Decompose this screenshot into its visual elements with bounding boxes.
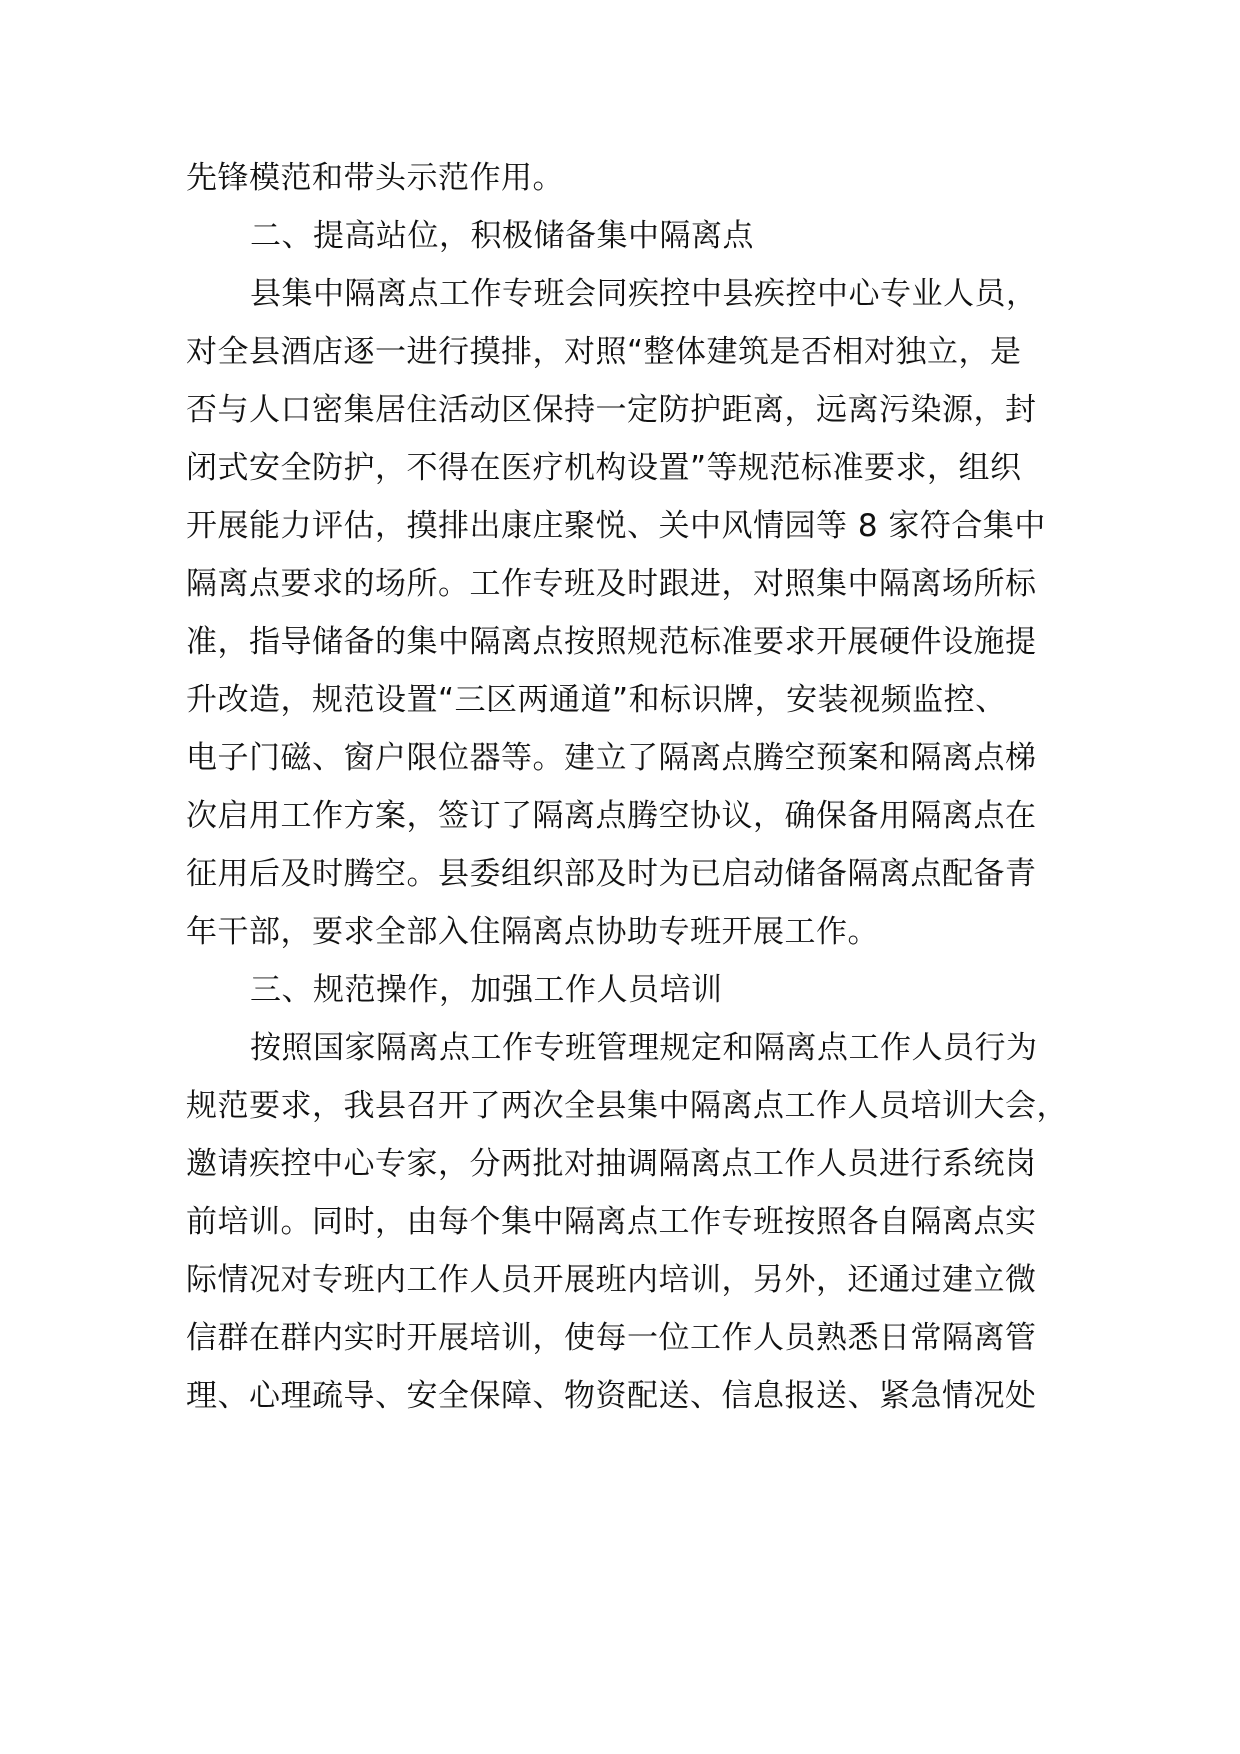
paragraph-line: 闭式安全防护，不得在医疗机构设置”等规范标准要求，组织 xyxy=(186,450,1022,486)
paragraph-line: 理、心理疏导、安全保障、物资配送、信息报送、紧急情况处 xyxy=(186,1378,1037,1414)
paragraph-line: 县集中隔离点工作专班会同疾控中县疾控中心专业人员， xyxy=(250,276,1038,312)
paragraph-line: 电子门磁、窗户限位器等。建立了隔离点腾空预案和隔离点梯 xyxy=(186,740,1037,776)
section-heading: 三、规范操作，加强工作人员培训 xyxy=(250,972,723,1008)
paragraph-line: 年干部，要求全部入住隔离点协助专班开展工作。 xyxy=(186,914,879,950)
paragraph-line: 开展能力评估，摸排出康庄聚悦、关中风情园等 8 家符合集中 xyxy=(186,508,1046,544)
section-heading: 二、提高站位，积极储备集中隔离点 xyxy=(250,218,754,254)
paragraph-line: 对全县酒店逐一进行摸排，对照“整体建筑是否相对独立，是 xyxy=(186,334,1022,370)
paragraph-line: 升改造，规范设置“三区两通道”和标识牌，安装视频监控、 xyxy=(186,682,1007,718)
paragraph-line: 邀请疾控中心专家，分两批对抽调隔离点工作人员进行系统岗 xyxy=(186,1146,1037,1182)
paragraph-line: 先锋模范和带头示范作用。 xyxy=(186,160,564,196)
paragraph-line: 规范要求，我县召开了两次全县集中隔离点工作人员培训大会， xyxy=(186,1088,1068,1124)
paragraph-line: 前培训。同时，由每个集中隔离点工作专班按照各自隔离点实 xyxy=(186,1204,1037,1240)
paragraph-line: 隔离点要求的场所。工作专班及时跟进，对照集中隔离场所标 xyxy=(186,566,1037,602)
paragraph-line: 信群在群内实时开展培训，使每一位工作人员熟悉日常隔离管 xyxy=(186,1320,1037,1356)
paragraph-line: 否与人口密集居住活动区保持一定防护距离，远离污染源，封 xyxy=(186,392,1037,428)
paragraph-line: 按照国家隔离点工作专班管理规定和隔离点工作人员行为 xyxy=(250,1030,1038,1066)
paragraph-line: 次启用工作方案，签订了隔离点腾空协议，确保备用隔离点在 xyxy=(186,798,1037,834)
paragraph-line: 准，指导储备的集中隔离点按照规范标准要求开展硬件设施提 xyxy=(186,624,1037,660)
paragraph-line: 征用后及时腾空。县委组织部及时为已启动储备隔离点配备青 xyxy=(186,856,1037,892)
paragraph-line: 际情况对专班内工作人员开展班内培训，另外，还通过建立微 xyxy=(186,1262,1037,1298)
